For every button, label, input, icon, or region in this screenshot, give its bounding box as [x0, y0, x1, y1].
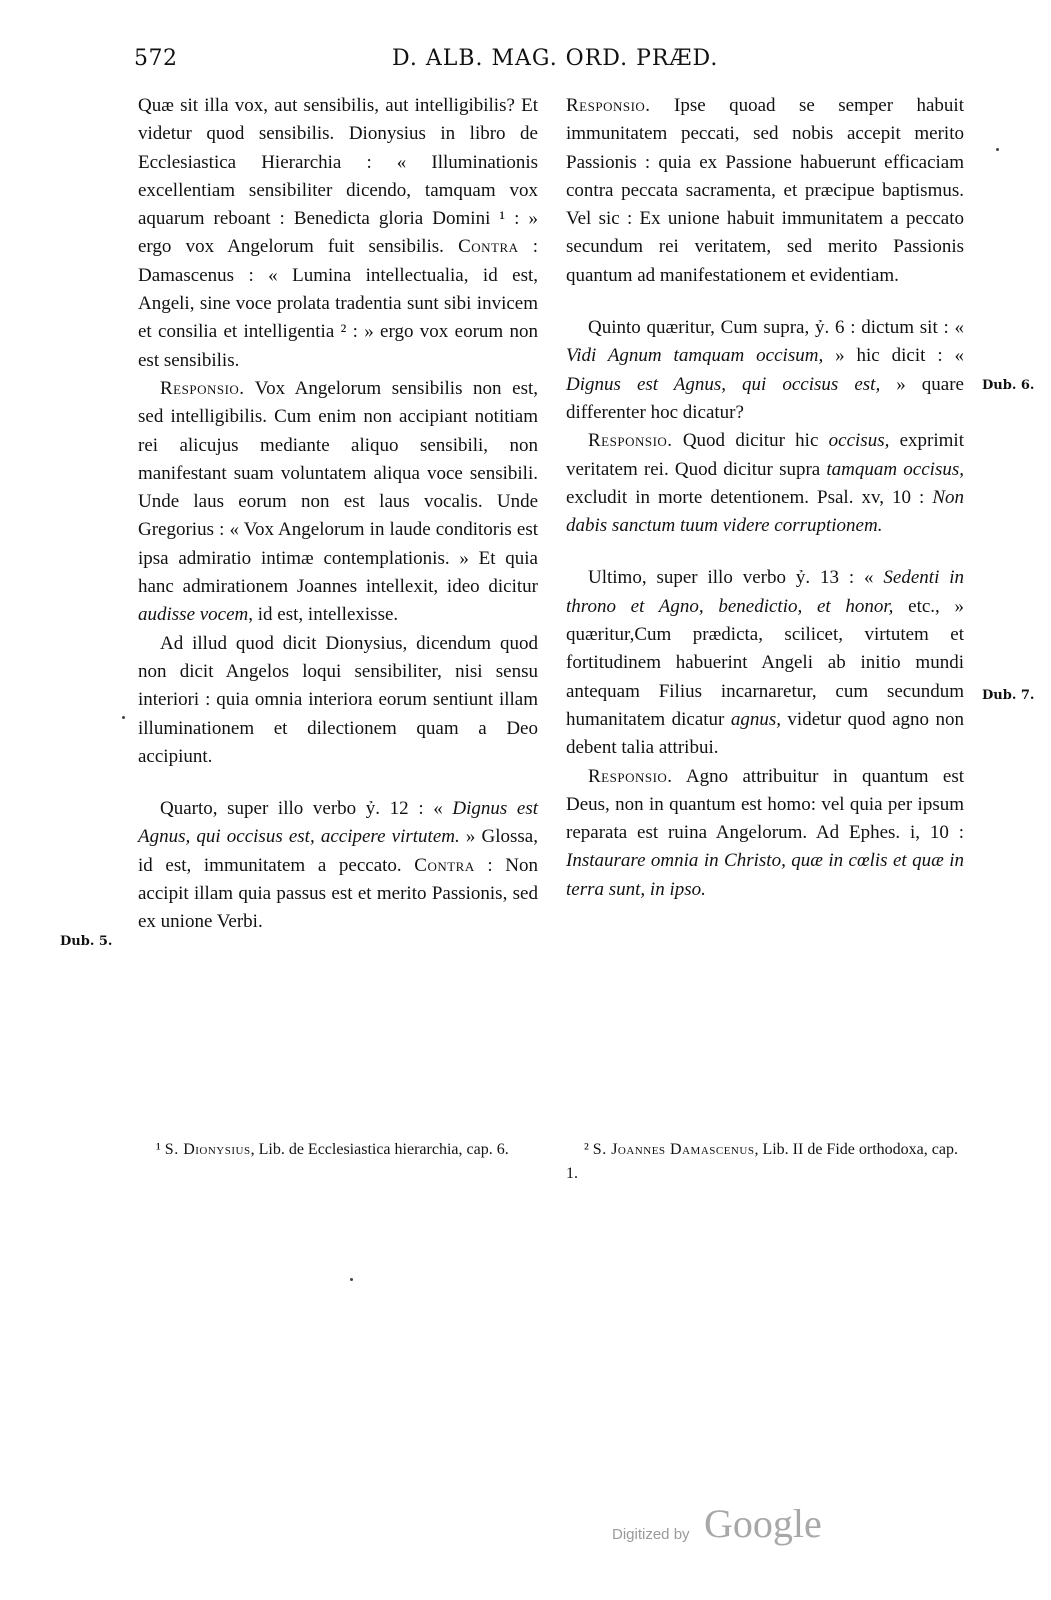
- left-column: [138, 92, 538, 937]
- paragraph-text: Quarto, super illo verbo ỷ. 12 : «: [160, 798, 453, 820]
- page-header: [0, 38, 1051, 78]
- paragraph-text: : Non accipit illam quia passus est et merito Passionis, sed ex unione Verbi.: [138, 854, 539, 933]
- paragraph-text: Quinto quæritur, Cum supra, ỷ. 6 : dictum sit : «: [588, 317, 964, 339]
- footnote-left: [138, 1138, 538, 1162]
- paragraph-text: » quare differenter hoc dicatur?: [566, 373, 964, 423]
- italic-text: tamquam occisus,: [826, 458, 964, 480]
- responsio-label: Responsio.: [566, 95, 651, 116]
- paragraph-responsio-agno: [566, 763, 964, 904]
- paragraph-ultimo: [566, 564, 964, 762]
- paragraph-quarto: [138, 795, 538, 936]
- print-speck: [996, 148, 999, 151]
- contra-label: Contra: [414, 854, 475, 876]
- paragraph-text: » hic dicit : «: [823, 345, 965, 367]
- paragraph-responsio-occisus: [566, 427, 964, 540]
- margin-note-dub5: Dub. 5.: [60, 934, 113, 949]
- page-number: 572: [134, 46, 178, 71]
- footnote-text: , Lib. II de Fide orthodoxa, cap. 1.: [566, 1141, 958, 1182]
- italic-text: Instaurare omnia in Christo, quæ in cœlis et quæ in terra sunt, in ipso.: [566, 850, 964, 900]
- paragraph-text: videtur quod agno non debent talia attribui.: [566, 708, 964, 759]
- footnote-text: , Lib. de Ecclesiastica hierarchia, cap. 6.: [250, 1141, 509, 1158]
- italic-text: Sedenti in throno et Agno, benedictio, et honor,: [566, 567, 965, 617]
- paragraph-text: » Glossa, id est, immunitatem a peccato.: [138, 826, 538, 876]
- paragraph-text: Ultimo, super illo verbo ỷ. 13 : «: [588, 567, 884, 589]
- italic-text: agnus,: [730, 708, 781, 730]
- footnote-author: S. Joannes Damascenus: [592, 1141, 755, 1158]
- google-logo: Google: [704, 1501, 822, 1546]
- paragraph-text: : Damascenus : « Lumina intellectualia, id est, Angeli, sine voce prolata tradentia sunt sibi invicem et consilia et intelligentia ² : » ergo vox eorum non est sensibilis.: [138, 236, 539, 371]
- footnote-mark: ¹: [156, 1141, 161, 1158]
- footnote-mark: ²: [584, 1141, 589, 1158]
- paragraph-text: Vox Angelorum sensibilis non est, sed intelligibilis. Cum enim non accipiant notitiam rei alicujus mediante aliquo sensibili, non manifestant suam voluntatem aliqua voce sensibili. Unde laus eorum non est laus vocalis. Unde Gregorius : « Vox Angelorum in laude conditoris est ipsa admiratio intimæ contemplationis. » Et quia hanc admirationem Joannes intellexit, ideo dicitur: [138, 377, 538, 598]
- paragraph-text: excludit in morte detentionem. Psal. xv, 10 :: [566, 486, 933, 508]
- contra-label: Contra: [458, 236, 519, 258]
- paragraph-text: Quod dicitur hic: [672, 430, 829, 452]
- paragraph-text: Ad illud quod dicit Dionysius, dicendum quod non dicit Angelos loqui sensibiliter, nisi sensu interiori : quia omnia interiora eorum sentiunt illam illuminationem et dilectionem quam a Deo accipiunt.: [138, 632, 538, 767]
- italic-text: occisus,: [828, 430, 890, 452]
- footnote-2: [566, 1138, 964, 1186]
- footnote-1: [138, 1138, 538, 1162]
- paragraph-responsio-immunitas: [566, 92, 964, 290]
- italic-text: Dignus est Agnus, qui occisus est, accipere virtutem.: [138, 798, 538, 848]
- italic-text: Non dabis sanctum tuum videre corruptionem.: [566, 486, 964, 537]
- paragraph-text: exprimit veritatem rei. Quod dicitur supra: [566, 430, 964, 480]
- italic-text: Dignus est Agnus, qui occisus est,: [566, 373, 881, 395]
- paragraph-ad-dionysium: [138, 630, 538, 771]
- print-speck: [122, 716, 125, 719]
- paragraph-text: Agno attribuitur in quantum est Deus, non in quantum est homo: vel quia per ipsum reparata est ruina Angelorum. Ad Ephes. i, 10 :: [566, 765, 964, 844]
- paragraph-text: etc., » quæritur,Cum prædicta, scilicet, virtutem et fortitudinem habuerint Angeli ab initio mundi antequam Filius incarnaretur, cum secundum humanitatem dicatur: [566, 595, 964, 730]
- responsio-label: Responsio.: [160, 377, 245, 399]
- paragraph-text: Ipse quoad se semper habuit immunitatem peccati, sed nobis accepit merito Passionis : quia ex Passione habuerunt efficaciam contra peccata sacramenta, et præcipue baptismus. Vel sic : Ex unione habuit immunitatem a peccato secundum rei veritatem, sed merito Passionis quantum ad manifestationem et evidentiam.: [566, 95, 964, 286]
- print-speck: [350, 1278, 353, 1281]
- running-head: D. ALB. MAG. ORD. PRÆD.: [392, 46, 719, 71]
- italic-text: audisse vocem: [138, 604, 249, 626]
- paragraph-responsio-vox: [138, 375, 538, 630]
- footnote-author: S. Dionysius: [164, 1141, 251, 1158]
- paragraph-text: Quæ sit illa vox, aut sensibilis, aut intelligibilis? Et videtur quod sensibilis. Dionysius in libro de Ecclesiastica Hierarchia : « Illuminationis excellentiam sensibiliter dicendo, tamquam vox aquarum reboant : Benedicta gloria Domini ¹ : » ergo vox Angelorum fuit sensibilis.: [138, 95, 538, 258]
- right-column: [566, 92, 964, 904]
- paragraph-question-vox: [138, 92, 538, 375]
- paragraph-text: , id est, intellexisse.: [248, 604, 399, 626]
- responsio-label: Responsio.: [588, 430, 673, 452]
- italic-text: Vidi Agnum tamquam occisum,: [566, 345, 824, 367]
- margin-note-dub6: Dub. 6.: [982, 378, 1035, 393]
- responsio-label: Responsio.: [588, 765, 673, 787]
- footnote-right: [566, 1138, 964, 1186]
- margin-note-dub7: Dub. 7.: [982, 688, 1035, 703]
- digitized-by-text: Digitized by: [612, 1526, 690, 1543]
- paragraph-quinto: [566, 314, 964, 427]
